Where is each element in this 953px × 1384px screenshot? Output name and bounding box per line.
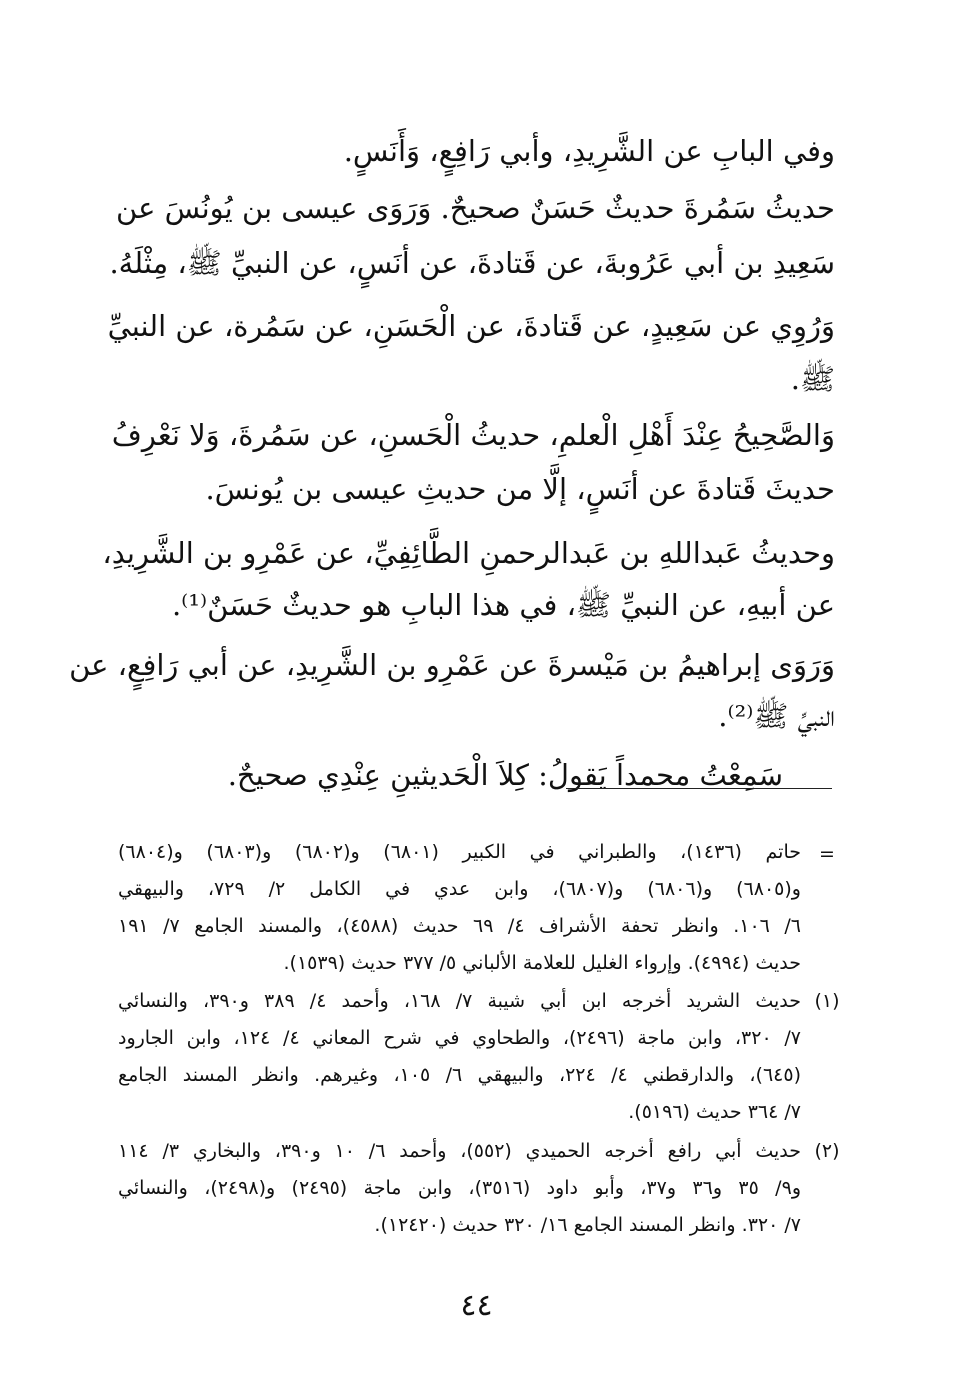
footnote-line: حاتم (١٤٣٦)، والطبراني في الكبير (٦٨٠١) و(٦٨٠٢) و(٦٨٠٣) و(٦٨٠٤)	[118, 841, 801, 863]
footnote-line: و(٦٨٠٥) و(٦٨٠٦) و(٦٨٠٧)، وابن عدي في الكامل ٢/ ٧٢٩، والبيهقي	[118, 878, 801, 900]
body-line: وَرُوِي عن سَعِيدٍ، عن قَتادةَ، عن الْحَسَنِ، عن سَمُرة، عن النبيِّ	[107, 309, 835, 343]
footnote-line: ٧/ ٣٢٠. وانظر المسند الجامع ١٦/ ٣٢٠ حديث (١٢٤٢٠).	[374, 1214, 801, 1236]
footnote-line: ٧/ ٣٦٤ حديث (٥١٩٦).	[628, 1101, 801, 1123]
body-line: سَعِيدِ بن أبي عَرُوبةَ، عن قَتادةَ، عن أنَسٍ، عن النبيِّ ﷺ، مِثْلَهُ.	[109, 246, 835, 280]
body-line: ﷺ.	[790, 362, 835, 396]
body-line: حديثُ سَمُرةَ حديثٌ حَسَنٌ صحيحٌ. وَرَوَى عيسى بن يُونُسَ عن	[116, 191, 835, 225]
footnote-line: حديث (٤٩٩٤). وإرواء الغليل للعلامة الألباني ٥/ ٣٧٧ حديث (١٥٣٩).	[283, 952, 801, 974]
footnote-number: (١)	[814, 990, 840, 1012]
footnote-line: حديث أبي رافع أخرجه الحميدي (٥٥٢)، وأحمد ٦/ ١٠ و٣٩٠، والبخاري ٣/ ١١٤	[118, 1140, 801, 1162]
footnote-line: حديث الشريد أخرجه ابن أبي شيبة ٧/ ١٦٨، وأحمد ٤/ ٣٨٩ و٣٩٠، والنسائي	[118, 990, 801, 1012]
body-line: النبيِّ ﷺ⁽²⁾.	[718, 699, 835, 733]
body-line: وَالصَّحِيحُ عِنْدَ أَهْلِ الْعلمِ، حديثُ الْحَسنِ، عن سَمُرةَ، وَلا نَعْرِفُ	[111, 418, 835, 452]
body-line: وَرَوَى إبراهيمُ بن مَيْسرةَ عن عَمْرِو بن الشَّرِيدِ، عن أبي رَافِعٍ، عن	[69, 648, 835, 682]
body-line: عن أبيهِ، عن النبيِّ ﷺ، في هذا البابِ هو حديثٌ حَسَنٌ⁽¹⁾.	[171, 588, 835, 622]
body-line: سَمِعْتُ محمداً يَقولُ: كِلاَ الْحَديثينِ عِنْدِي صحيحٌ.	[227, 758, 783, 792]
body-line: وفي البابِ عن الشَّرِيدِ، وأبي رَافِعٍ، وَأَنَسٍ.	[343, 134, 835, 168]
page-number: ٤٤	[460, 1288, 493, 1323]
footnote-number: (٢)	[814, 1140, 840, 1162]
body-line: وحديثُ عَبداللهِ بن عَبدالرحمنِ الطَّائِفِيِّ، عن عَمْرِو بن الشَّرِيدِ،	[102, 536, 835, 570]
footnote-line: و٩/ ٣٥ و٣٦ و٣٧، وأبو داود (٣٥١٦)، وابن ماجة (٢٤٩٥) و(٢٤٩٨)، والنسائي	[118, 1177, 801, 1199]
body-line: حديثَ قَتادةَ عن أنَسٍ، إلَّا من حديثِ عيسى بن يُونسَ.	[205, 472, 835, 506]
footnote-continuation-mark: =	[819, 843, 835, 865]
footnote-line: ٦/ ١٠٦. وانظر تحفة الأشراف ٤/ ٦٩ حديث (٤٥٨٨)، والمسند الجامع ٧/ ١٩١	[118, 915, 801, 937]
footnote-separator	[566, 788, 832, 789]
footnote-line: (٦٤٥)، والدارقطني ٤/ ٢٢٤، والبيهقي ٦/ ١٠٥، وغيرهم. وانظر المسند الجامع	[118, 1064, 801, 1086]
footnote-line: ٧/ ٣٢٠، وابن ماجة (٢٤٩٦)، والطحاوي في شرح المعاني ٤/ ١٢٤، وابن الجارود	[118, 1027, 801, 1049]
